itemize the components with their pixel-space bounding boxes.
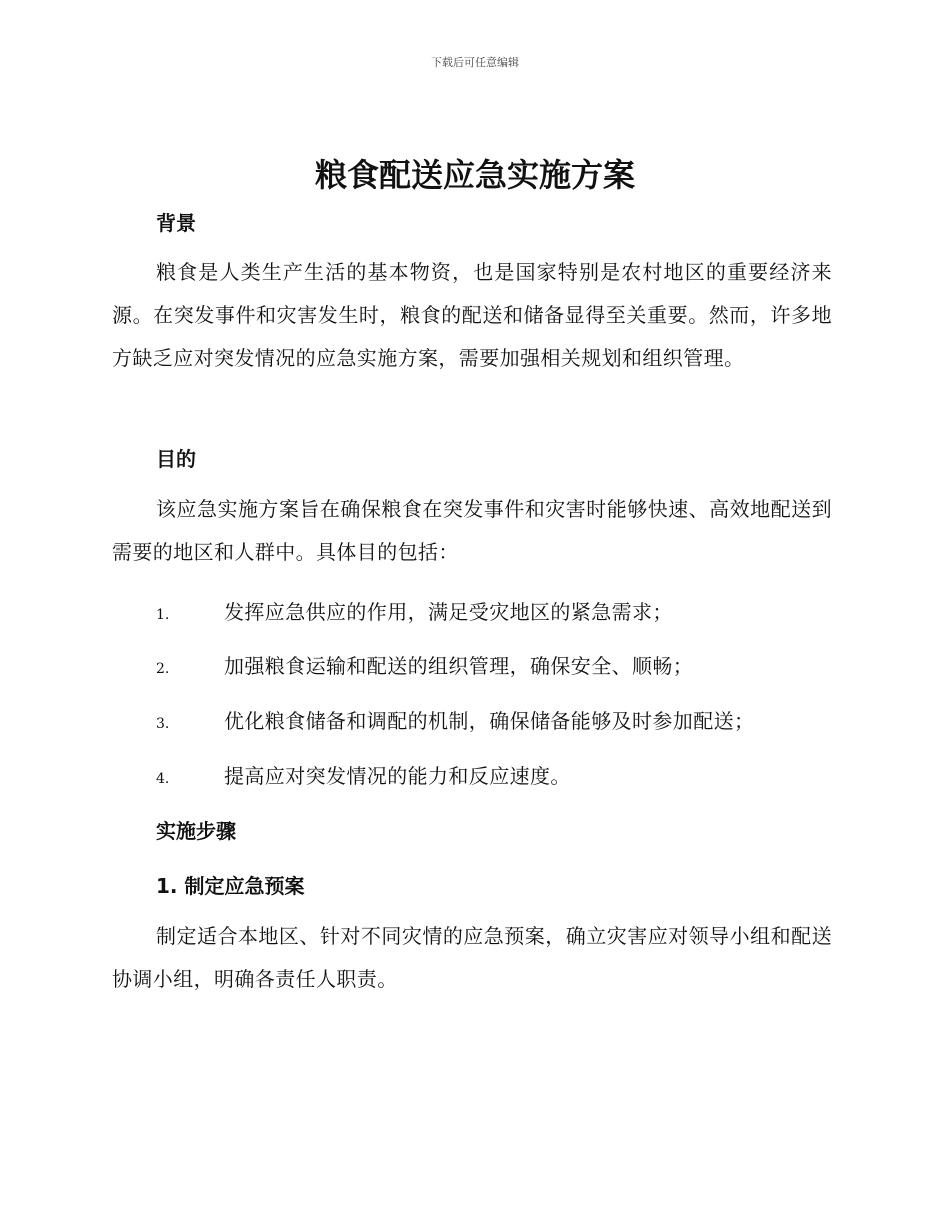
document-title: 粮食配送应急实施方案: [314, 156, 635, 194]
list-item: [156, 705, 836, 734]
heading-purpose: 目的: [156, 447, 196, 471]
paragraph-step-1: 制定适合本地区、针对不同灾情的应急预案，确立灾害应对领导小组和配送协调小组，明确各责任人职责。: [112, 924, 832, 991]
heading-step-1: 1. 制定应急预案: [156, 874, 305, 898]
list-number: 1.: [156, 607, 170, 623]
list-item: [156, 596, 836, 625]
paragraph-purpose: 该应急实施方案旨在确保粮食在突发事件和灾害时能够快速、高效地配送到需要的地区和人群中。具体目的包括：: [112, 497, 832, 564]
list-text: 提高应对突发情况的能力和反应速度。: [224, 764, 571, 788]
list-item: [156, 760, 836, 789]
heading-background: 背景: [156, 211, 196, 235]
list-text: 优化粮食储备和调配的机制，确保储备能够及时参加配送；: [224, 709, 755, 733]
list-number: 2.: [156, 661, 170, 677]
list-number: 4.: [156, 771, 170, 787]
header-note: 下载后可任意编辑: [431, 56, 519, 69]
heading-steps: 实施步骤: [156, 819, 236, 843]
list-text: 加强粮食运输和配送的组织管理，确保安全、顺畅；: [224, 654, 694, 678]
list-number: 3.: [156, 716, 170, 732]
list-text: 发挥应急供应的作用，满足受灾地区的紧急需求；: [224, 600, 673, 624]
paragraph-background: 粮食是人类生产生活的基本物资，也是国家特别是农村地区的重要经济来源。在突发事件和灾害发生时，粮食的配送和储备显得至关重要。然而，许多地方缺乏应对突发情况的应急实施方案，需要加强相关规划和组织管理。: [112, 260, 832, 370]
list-item: [156, 650, 836, 679]
